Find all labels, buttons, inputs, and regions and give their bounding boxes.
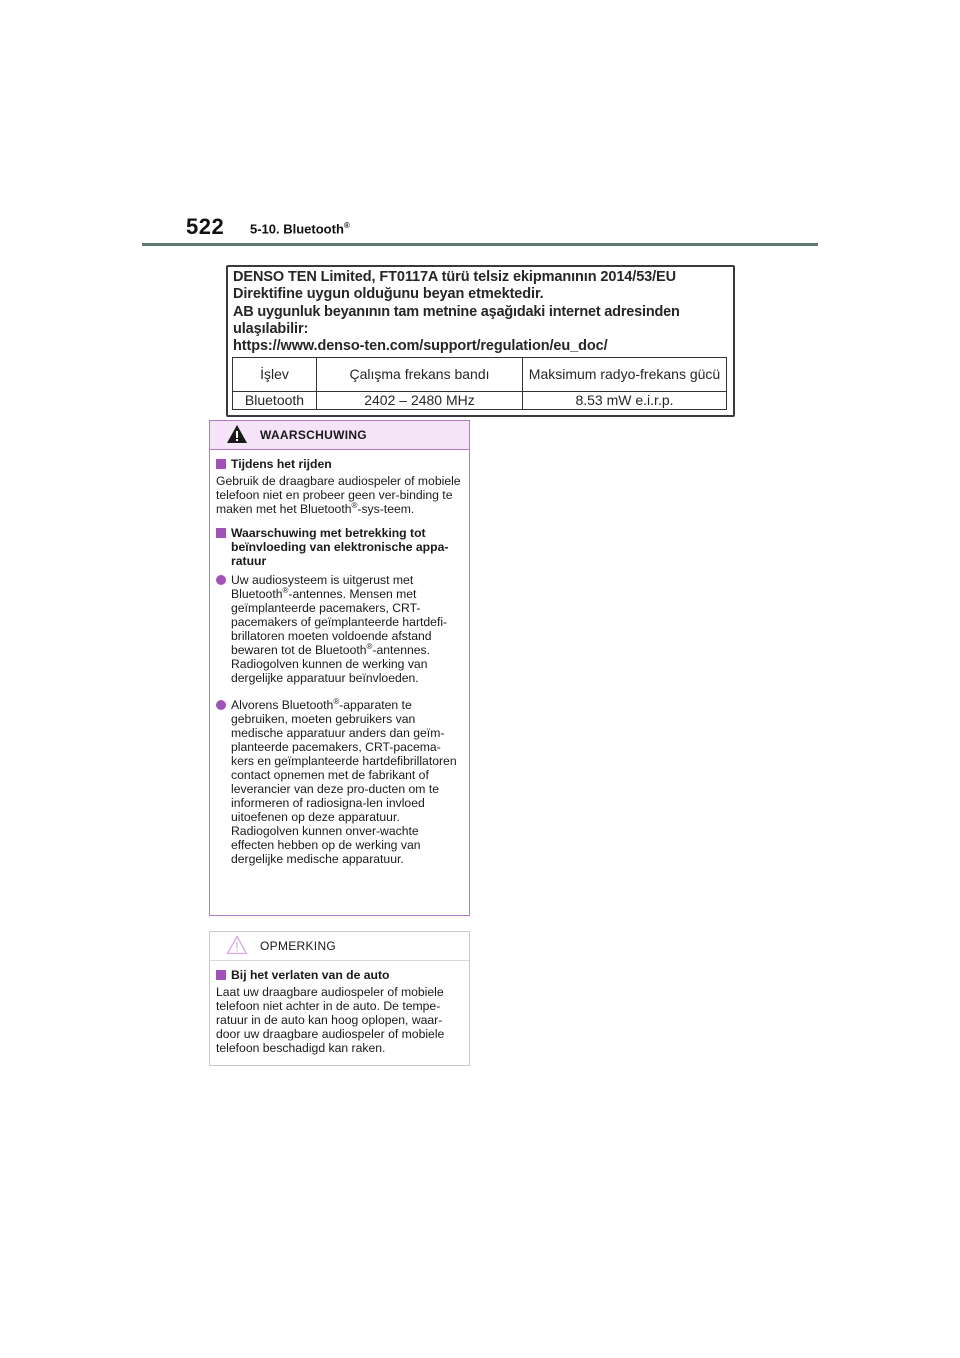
declaration-line: AB uygunluk beyanının tam metnine aşağıdaki internet adresinden: [233, 304, 680, 320]
header-divider: [142, 243, 818, 246]
warning-header: [210, 421, 469, 450]
table-cell: Bluetooth: [233, 392, 317, 410]
section-title-text: 5-10. Bluetooth: [250, 221, 344, 237]
table-row: [233, 392, 727, 410]
square-bullet-icon: [216, 459, 226, 469]
registered-mark: ®: [333, 696, 340, 706]
page-header: [0, 0, 960, 250]
table-cell: 8.53 mW e.i.r.p.: [523, 392, 727, 410]
list-item: [216, 573, 463, 685]
caution-triangle-icon: [226, 935, 248, 955]
registered-mark: ®: [343, 221, 350, 230]
frequency-table: [232, 357, 727, 410]
warning-body: [210, 450, 469, 866]
square-bullet-icon: [216, 528, 226, 538]
list-item-text: -antennes. Mensen met geïmplanteerde pacemakers, CRT-pacemakers of geïmplanteerde hartdefi-brillatoren moeten voldoende afstand bewaren tot de Bluetooth: [231, 587, 448, 657]
square-bullet-icon: [216, 970, 226, 980]
paragraph-text: Gebruik de draagbare audiospeler of mobiele telefoon niet en probeer geen ver-binding te maken met het Bluetooth: [216, 474, 461, 516]
page-number: 522: [186, 214, 225, 239]
declaration-url: https://www.denso-ten.com/support/regulation/eu_doc/: [233, 338, 608, 354]
round-bullet-icon: [216, 575, 226, 585]
warning-triangle-icon: [226, 424, 248, 444]
list-item-text: Alvorens Bluetooth: [231, 698, 334, 712]
list-item: [216, 698, 463, 866]
registered-mark: ®: [366, 641, 373, 651]
table-header-row: [233, 358, 727, 392]
heading-text: Waarschuwing met betrekking tot beïnvloeding van elektronische appa-ratuur: [231, 526, 449, 568]
table-header-cell: İşlev: [233, 358, 317, 392]
declaration-line: DENSO TEN Limited, FT0117A türü telsiz ekipmanının 2014/53/EU: [233, 269, 676, 285]
note-header: [210, 932, 469, 961]
round-bullet-icon: [216, 700, 226, 710]
note-body: [210, 961, 469, 1055]
section-title: [250, 221, 350, 236]
heading-text: Tijdens het rijden: [231, 457, 332, 471]
registered-mark: ®: [351, 500, 358, 510]
table-header-cell: Çalışma frekans bandı: [317, 358, 523, 392]
warning-heading-driving: [216, 457, 463, 471]
paragraph-text: -sys-teem.: [357, 502, 415, 516]
declaration-line: ulaşılabilir:: [233, 321, 309, 337]
table-header-cell: Maksimum radyo-frekans gücü: [523, 358, 727, 392]
note-heading: [216, 968, 463, 982]
table-cell: 2402 – 2480 MHz: [317, 392, 523, 410]
warning-paragraph: [216, 474, 463, 516]
note-paragraph: Laat uw draagbare audiospeler of mobiele telefoon niet achter in de auto. De tempe-ratuur in de auto kan hoog oplopen, waar-door uw draagbare audiospeler of mobiele telefoon beschadigd kan raken.: [216, 985, 445, 1055]
heading-text: Bij het verlaten van de auto: [231, 968, 390, 982]
list-item-text: -antennes. Radiogolven kunnen de werking van dergelijke apparatuur beïnvloeden.: [231, 643, 431, 685]
list-item-text: -apparaten te gebruiken, moeten gebruikers van medische apparatuur anders dan geïm-planteerde pacemakers, CRT-pacema-kers en geïmplanteerde hartdefibrillatoren contact opnemen met de fabrikant of leverancier van deze pro-ducten om te informeren of radiosigna-len invloed uitoefenen op deze apparatuur. Radiogolven kunnen onver-wachte effecten hebben op de werking van dergelijke medische apparatuur.: [231, 698, 457, 866]
note-box: [209, 931, 470, 1066]
warning-box: [209, 420, 470, 916]
declaration-line: Direktifine uygun olduğunu beyan etmektedir.: [233, 286, 544, 302]
note-title: OPMERKING: [260, 939, 337, 953]
declaration-scan: [226, 265, 735, 417]
list-item-text: Uw audiosysteem is uitgerust met Bluetooth: [231, 573, 414, 601]
registered-mark: ®: [282, 585, 289, 595]
warning-title: WAARSCHUWING: [260, 428, 367, 442]
warning-heading-interference: [216, 526, 463, 568]
